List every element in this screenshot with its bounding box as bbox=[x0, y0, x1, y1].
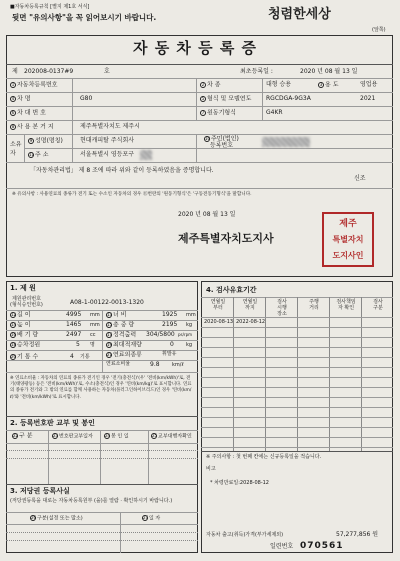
insp-head-from: 연월일 부터 bbox=[210, 299, 226, 311]
fuel-value: 휘발유 bbox=[162, 351, 177, 357]
height-label: 14높 이 bbox=[11, 321, 31, 329]
vin-label: 6 차 대 번 호 bbox=[11, 109, 46, 117]
cylinder-value: 4 bbox=[70, 353, 74, 360]
usage-note: ※ 유의사항 : 사용연료의 종류가 전기 또는 수소인 자동차의 경우 ⑪번란의 '원동기형식'은 '구동전동기형식'을 말합니다. bbox=[12, 192, 252, 197]
specs-title: 1. 제 원 bbox=[10, 284, 36, 292]
inspection-row-line bbox=[201, 407, 393, 408]
issuer-name: 제주특별자치도지사 bbox=[178, 232, 274, 245]
insp-head-to: 연월일 까지 bbox=[242, 299, 258, 311]
seats-value: 5 bbox=[76, 341, 80, 348]
inspection-row-line bbox=[201, 417, 393, 418]
load-label: 19최대적재량 bbox=[107, 341, 142, 349]
seats-label: 18승차정원 bbox=[11, 341, 41, 349]
insp-head-type: 검사 구분 bbox=[373, 299, 383, 311]
insp-row-to: 2022-08-12 bbox=[236, 319, 266, 325]
width-value: 1925 bbox=[162, 311, 178, 318]
serial-number: 070561 bbox=[300, 541, 344, 551]
car-type-value: 대형 승용 bbox=[266, 81, 292, 88]
efficiency-value: 9.8 bbox=[150, 361, 160, 368]
power-value: 304/5800 bbox=[146, 331, 175, 338]
remarks-label: 비고 bbox=[206, 466, 216, 472]
inspection-row-line bbox=[201, 397, 393, 398]
address-label: 11주 소 bbox=[29, 151, 49, 159]
usage-value: 영업용 bbox=[360, 81, 378, 88]
integrity-logo: 청렴한세상 bbox=[268, 7, 331, 22]
displacement-label: 16배 기 량 bbox=[11, 331, 39, 339]
ho-label: 호 bbox=[104, 68, 110, 75]
transfer-title: 2. 등록번호판 교부 및 봉인 bbox=[10, 419, 95, 427]
cert-statement: 「자동차관리법」 제 8 조에 따라 위와 같이 등록하였음을 증명합니다. bbox=[30, 167, 214, 174]
inspection-row-line bbox=[201, 337, 393, 338]
inspection-title: 4. 검사유효기간 bbox=[206, 286, 257, 294]
model-code: RGCDGA-9G3A bbox=[266, 95, 311, 102]
inspection-row-line bbox=[201, 437, 393, 438]
inspection-row-line bbox=[201, 377, 393, 378]
car-type-label: 2 차 종 bbox=[201, 81, 221, 89]
paper-type: (앞쪽) bbox=[372, 27, 386, 33]
redacted-resident-no bbox=[262, 137, 310, 147]
total-weight-value: 2195 bbox=[162, 321, 178, 328]
length-value: 4995 bbox=[66, 311, 82, 318]
length-label: 12길 이 bbox=[11, 311, 31, 319]
width-label: 13너 비 bbox=[107, 311, 127, 319]
mortgage-title: 3. 저당권 등록사실 bbox=[10, 487, 70, 495]
mortgage-col-type: 26구분(설정 또는 말소) bbox=[31, 515, 83, 522]
location-label: 8 사 용 본 거 지 bbox=[11, 123, 54, 131]
unit-person: 명 bbox=[90, 342, 95, 348]
unit-kg-2: kg bbox=[186, 342, 193, 348]
efficiency-label: 연료소비율 bbox=[106, 361, 131, 367]
inspection-row-line bbox=[201, 347, 393, 348]
inspection-row-line bbox=[201, 357, 393, 358]
transfer-col-seal: 24봉 인 일 bbox=[105, 433, 129, 440]
spec-no-label: 제원관리번호 (형식승인번호) bbox=[10, 296, 43, 308]
certificate-number: 202008-0137#9 bbox=[24, 68, 74, 75]
reg-no-label: 1 자동차등록번호 bbox=[11, 81, 58, 89]
total-weight-label: 15총 중 량 bbox=[107, 321, 135, 329]
price-value: 57,277,856 원 bbox=[336, 531, 379, 538]
price-label: 자동차 출고(취득)가격(부가세제외) bbox=[206, 532, 284, 538]
model-year: 2021 bbox=[360, 95, 376, 102]
form-rule: ■자동차등록규칙 [별지 제1호 서식] bbox=[10, 4, 90, 10]
inspection-row-line bbox=[201, 427, 393, 428]
unit-mm-2: mm bbox=[186, 312, 196, 318]
transfer-col-agent: 25교부대행자확인 bbox=[152, 433, 192, 440]
remarks-value: * 차령만료일:2028-08-12 bbox=[210, 480, 269, 486]
doc-title: 자 동 차 등 록 증 bbox=[133, 39, 258, 57]
transfer-col-plate: 23번호판교부일자 bbox=[53, 433, 93, 440]
insp-row-from: 2020-08-13 bbox=[204, 319, 234, 325]
official-seal: 제주 특별자치 도지사인 bbox=[322, 212, 374, 267]
height-value: 1465 bbox=[66, 321, 82, 328]
first-insp-note: ※ 주의사항 : 첫 번째 칸에는 신규등록일을 적습니다. bbox=[206, 454, 322, 460]
inspection-row-line bbox=[201, 367, 393, 368]
name-value: 현대캐피탈 주식회사 bbox=[80, 137, 135, 144]
spec-no-value: A08-1-00122-0013-1320 bbox=[70, 299, 144, 306]
location-value: 제주특별자치도 제주시 bbox=[80, 123, 140, 130]
power-label: 17정격출력 bbox=[107, 331, 137, 339]
unit-kg: kg bbox=[186, 322, 193, 328]
unit-cc: cc bbox=[90, 332, 96, 338]
insp-head-mileage: 주행 거리 bbox=[309, 299, 319, 311]
fuel-label: 21연료의종류 bbox=[107, 351, 142, 359]
address-value: 서울특별시 영등포구 bbox=[80, 151, 135, 158]
first-reg-date: 2020 년 08 월 13 일 bbox=[300, 68, 358, 75]
unit-kml: km/ℓ bbox=[172, 362, 184, 368]
unit-mm-3: mm bbox=[90, 322, 100, 328]
insp-head-place: 검사 시행 장소 bbox=[277, 299, 287, 317]
first-reg-label: 최초등록일 : bbox=[240, 68, 273, 75]
unit-mm: mm bbox=[90, 312, 100, 318]
model-year-label: 5 형식 및 모델연도 bbox=[201, 95, 252, 103]
mortgage-desc: (저당권등록을 대로는 자동차등록원부 (을)를 열람 · 확인하시기 바랍니다.) bbox=[10, 498, 173, 504]
usage-label: 3 용 도 bbox=[319, 81, 339, 89]
mortgage-col-date: 27일 자 bbox=[143, 515, 161, 522]
serial-label: 일련번호 bbox=[270, 543, 294, 550]
owner-side-label: 소유자 bbox=[10, 141, 22, 157]
car-name-label: 4 차 명 bbox=[11, 95, 31, 103]
redacted-address bbox=[140, 150, 152, 160]
transfer-col-type: 22구 분 bbox=[13, 432, 33, 440]
notice-text: 뒷면 "유의사항"을 꼭 읽어보시기 바랍니다. bbox=[12, 13, 157, 22]
issue-date: 2020 년 08 월 13 일 bbox=[178, 211, 236, 218]
unit-ps: ps/rpm bbox=[178, 332, 193, 337]
spec-remark: ※ 연료소비율 : 자동차의 연료의 종류가 전기인 경우 '전기(충전식)'(우' '전비(km/kWh)'로, 전기(태양광등) 등은 '전비(km/kWh)'로, 수소(충전식)인 경우 '연비(km/kg)'로 표시합니다. 연료의 종류가 전기와 그 밖의 연료를 함께 사용하는 자동차(플러그인하이브리드)인 경우 '연비(km/ℓ)'와 '전비(km/kWh)'로 표시합니다. bbox=[10, 376, 192, 400]
engine-value: G4KR bbox=[266, 109, 283, 116]
car-name-value: G80 bbox=[80, 95, 93, 102]
cylinder-label: 20기 통 수 bbox=[11, 353, 39, 361]
insp-head-officer: 검사책임 자 확인 bbox=[336, 299, 356, 311]
engine-label: 7 원동기형식 bbox=[201, 109, 236, 117]
load-value: 0 bbox=[170, 341, 174, 348]
inspection-row-line bbox=[201, 447, 393, 448]
inspection-row-line bbox=[201, 387, 393, 388]
receipt-type: 신조 bbox=[354, 175, 366, 182]
unit-cyl: 기통 bbox=[80, 354, 90, 360]
resident-no-label: 10주민(법인) 등록번호 bbox=[205, 135, 239, 149]
displacement-value: 2497 bbox=[66, 331, 82, 338]
no-label: 제 bbox=[12, 68, 18, 75]
name-label: 9 성명(명칭) bbox=[29, 137, 63, 145]
